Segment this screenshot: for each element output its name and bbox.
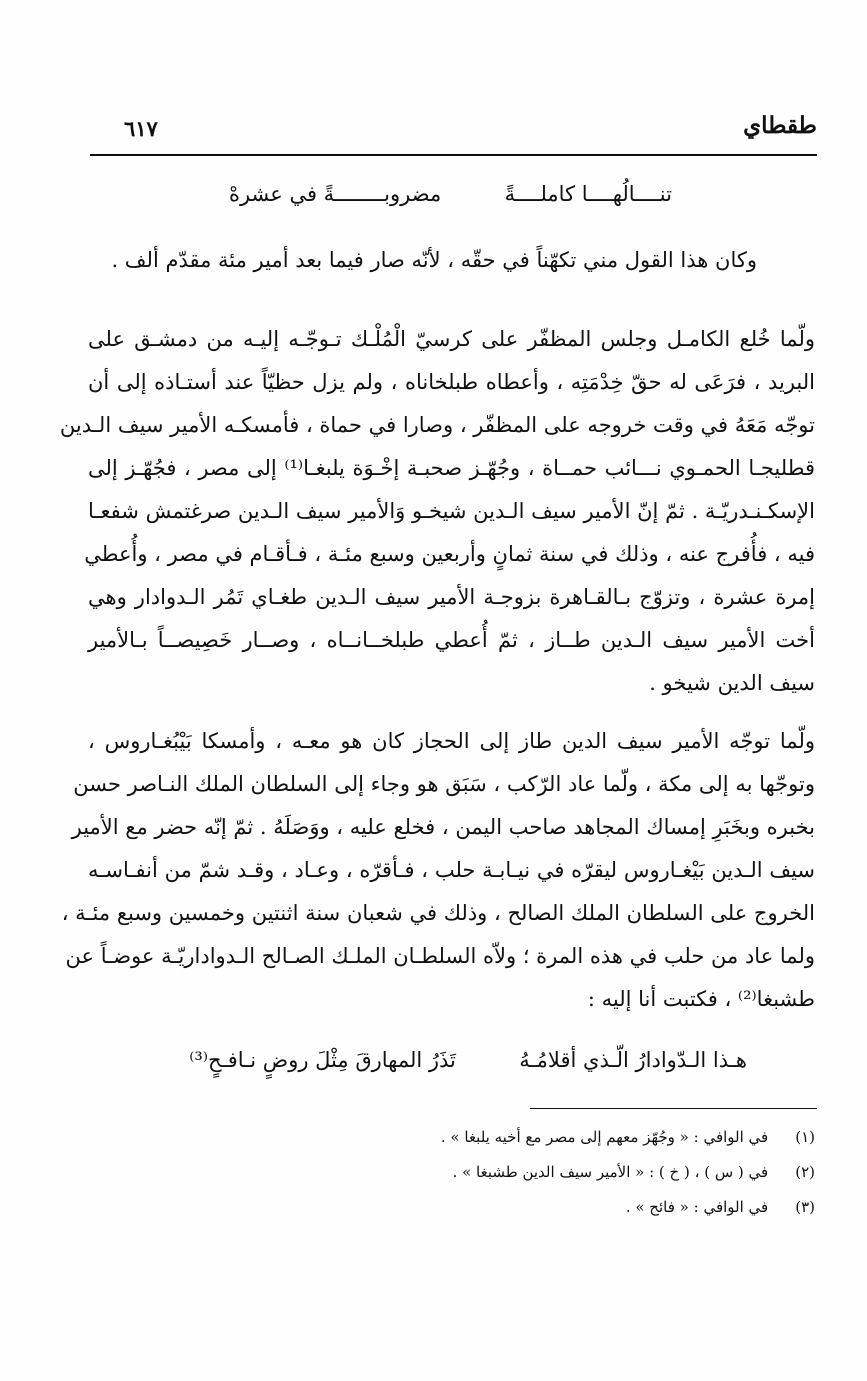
footnote-text: في الوافي : « فائح » . xyxy=(625,1198,769,1216)
text-line: طشبغا⁽²⁾ ، فكتبت أنا إليه : xyxy=(587,987,815,1011)
text-line: فيه ، فأُفرج عنه ، وذلك في سنة ثمانٍ وأربعين وسبع مئـة ، فـأقـام في مصر ، وأُعطي xyxy=(84,542,815,566)
page-number: ٦١٧ xyxy=(124,116,158,141)
footnote xyxy=(415,1198,815,1216)
footnote xyxy=(415,1163,815,1181)
verse-bottom-second-hemistich: تَذَرُ المهارقَ مِثْلَ روضٍ نـافـحٍ⁽³⁾ xyxy=(189,1048,456,1072)
verse-top xyxy=(229,182,672,206)
text-line: ولما عاد من حلب في هذه المرة ؛ ولاّه السلطـان الملـك الصـالح الـدواداريّـة عوضـاً عن xyxy=(65,944,815,968)
text-line: قطليجـا الحمـوي نـــائب حمــاة ، وجُهّـز صحبـة إخْـوَة يلبغـا⁽¹⁾ إلى مصر ، فجُهّـز إلى xyxy=(88,456,815,480)
text-line: الخروج على السلطان الملك الصالح ، وذلك في شعبان سنة اثنتين وخمسين وسبع مئـة ، xyxy=(61,901,815,925)
verse-top-first-hemistich: تنــــالُهــــا كاملــــةً xyxy=(504,182,672,206)
footnote-text: في ( س ) ، ( خ ) : « الأمير سيف الدين طشبغا » . xyxy=(452,1163,769,1181)
text-line: ولّما خُلع الكامـل وجلس المظفّر على كرسيّ الْمُلْـك تـوجّـه إليـه من دمشـق على xyxy=(88,327,815,351)
text-line: أخت الأمير سيف الـدين طــاز ، ثمّ أُعطي طبلخــانــاه ، وصــار خَصِيصــاً بـالأمير xyxy=(88,628,815,652)
running-title: طقطاي xyxy=(743,112,817,139)
text-line: وكان هذا القول مني تكهّناً في حقّه ، لأنّه صار فيما بعد أمير مئة مقدّم ألف . xyxy=(111,248,757,272)
verse-top-second-hemistich: مضروبــــــــةً في عشرهْ xyxy=(228,182,442,206)
footnote-number: (١) xyxy=(795,1128,815,1146)
text-line: سيف الـدين بَيْغـاروس ليقرّه في نيـابـة حلب ، فـأقرّه ، وعـاد ، وقـد شمّ من أنفـاسـه xyxy=(88,858,815,882)
text-line: ولّما توجّه الأمير سيف الدين طاز إلى الحجاز كان هو معـه ، وأمسكا بَيْبُغـاروس ، xyxy=(88,729,815,753)
text-line: سيف الدين شيخو . xyxy=(649,671,815,695)
footnote-number: (٣) xyxy=(795,1198,815,1216)
footnote xyxy=(415,1128,815,1146)
verse-bottom xyxy=(189,1048,747,1072)
footnote-separator xyxy=(530,1108,817,1109)
page-header xyxy=(90,110,817,156)
text-line: إمرة عشرة ، وتزوّج بـالقـاهرة بزوجـة الأمير سيف الـدين طغـاي تَمُر الـدوادار وهي xyxy=(88,585,815,609)
footnote-text: في الوافي : « وجُهّز معهم إلى مصر مع أخيه يلبغا » . xyxy=(440,1128,769,1146)
text-line: وتوجّها به إلى مكة ، ولّما عاد الرّكب ، سَبَق هو وجاء إلى السلطان الملك النـاصر حسن xyxy=(73,772,815,796)
text-line: البريد ، فرَعَى له حقّ خِدْمَتِه ، وأعطاه طبلخاناه ، ولم يزل حظيّاً عند أستـاذه إلى أن xyxy=(88,370,815,394)
text-line: توجّه مَعَهُ في وقت خروجه على المظفّر ، وصارا في حماة ، فأمسكـه الأمير سيف الـدين xyxy=(59,413,815,437)
verse-bottom-first-hemistich: هـذا الـدّوادارُ الّـذي أقلامُـهُ xyxy=(519,1048,747,1072)
text-line: الإسكـنـدريّـة . ثمّ إنّ الأمير سيف الـدين شيخـو وَالأمير سيف الـدين صرغتمش شفعـا xyxy=(88,499,815,523)
text-line: بخبره وبخَبَرِ إمساك المجاهد صاحب اليمن ، فخلع عليه ، ووَصَلَهُ . ثمّ إنّه حضر مع الأمير xyxy=(71,815,815,839)
footnote-number: (٢) xyxy=(795,1163,815,1181)
